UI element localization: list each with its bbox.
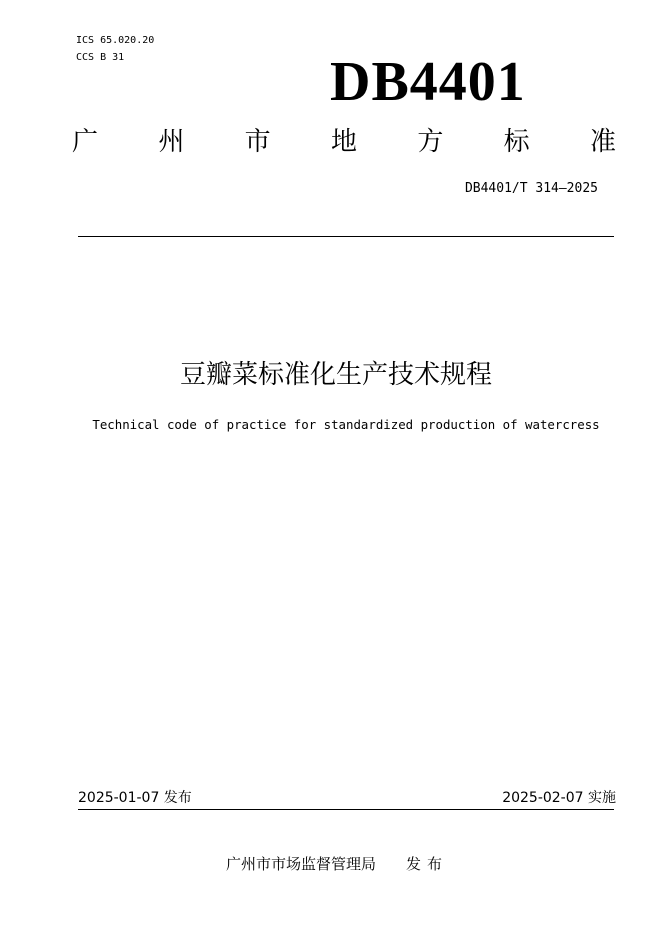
standard-type-char: 市 [244,127,271,157]
ics-code: ICS 65.020.20 [76,35,155,46]
ccs-code: CCS B 31 [76,52,125,63]
title-chinese: 豆瓣菜标准化生产技术规程 [179,360,492,390]
top-divider [78,236,614,237]
standard-type [72,124,616,160]
standard-type-char: 广 [72,127,99,157]
implement-date: 2025-02-07 实施 [502,790,616,806]
classification-codes [76,32,154,66]
standard-type-char: 准 [589,127,616,157]
issue-action: 发布 [406,855,449,873]
issuer-name: 广州市市场监督管理局 [226,855,377,873]
standard-number: DB4401/T 314—2025 [464,181,598,196]
standard-type-char: 方 [417,127,444,157]
standard-type-char: 州 [158,127,185,157]
standard-type-char: 地 [330,127,357,157]
standard-type-char: 标 [503,127,530,157]
db-code: DB4401 [330,51,526,113]
publish-date: 2025-01-07 发布 [78,790,192,806]
title-english: Technical code of practice for standardized production of watercress [92,417,600,432]
bottom-divider [78,809,614,810]
issuer-line [226,853,448,875]
